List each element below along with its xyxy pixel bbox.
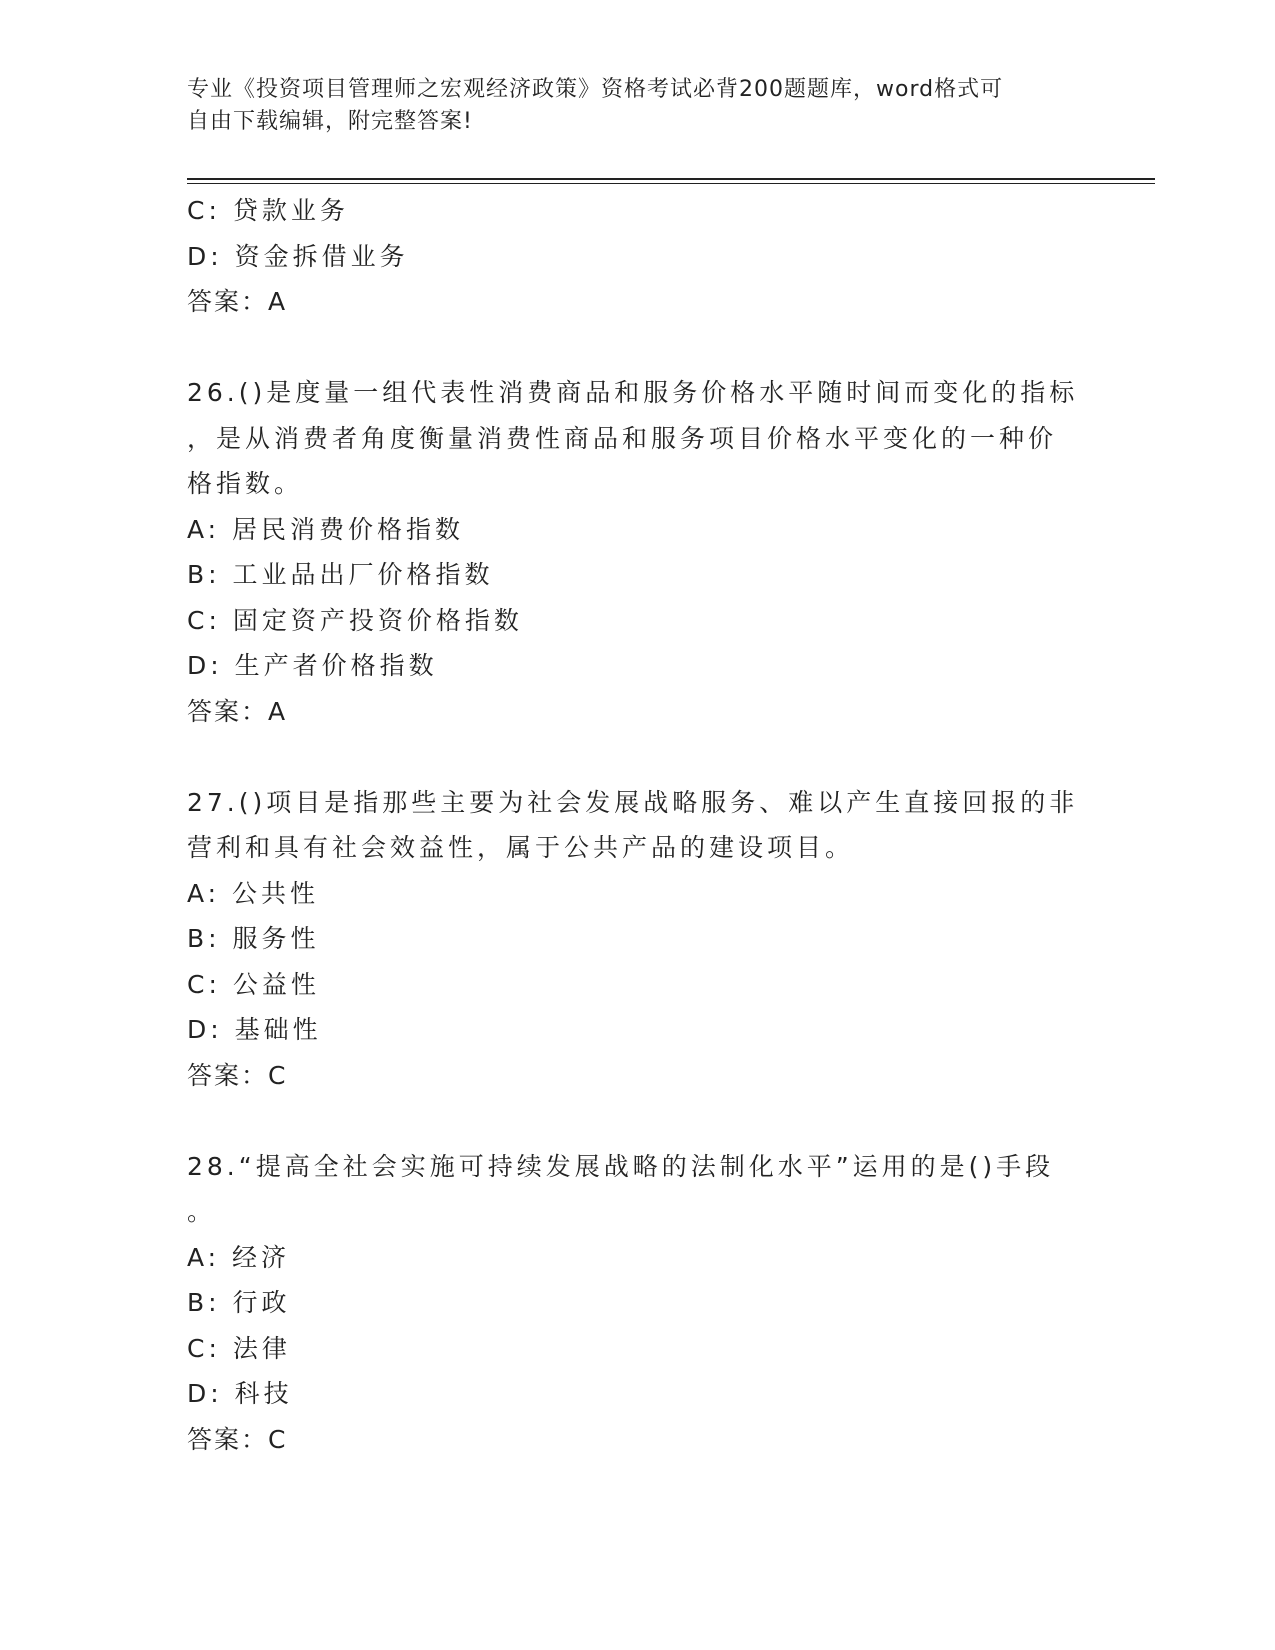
option: A: 经济 — [187, 1242, 291, 1272]
header-line-1: 专业《投资项目管理师之宏观经济政策》资格考试必背200题题库，word格式可 — [187, 77, 1004, 102]
question-stem: 26.()是度量一组代表性消费商品和服务价格水平随时间而变化的指标 — [187, 378, 1079, 407]
option: C: 固定资产投资价格指数 — [187, 605, 523, 635]
question-28 — [187, 1144, 1087, 1463]
question-list — [187, 188, 1087, 1462]
question-stem: 营利和具有社会效益性，属于公共产品的建设项目。 — [187, 833, 855, 862]
answer: 答案：A — [187, 287, 288, 316]
answer: 答案：C — [187, 1060, 288, 1090]
option: D: 资金拆借业务 — [187, 241, 409, 271]
option: D: 科技 — [187, 1379, 293, 1408]
option: A: 居民消费价格指数 — [187, 514, 465, 544]
option: D: 基础性 — [187, 1015, 322, 1044]
option: D: 生产者价格指数 — [187, 651, 438, 680]
question-stem: 27.()项目是指那些主要为社会发展战略服务、难以产生直接回报的非 — [187, 787, 1079, 817]
header-line-2: 自由下载编辑，附完整答案! — [187, 109, 473, 134]
question-prev-tail — [187, 188, 1087, 325]
question-stem: ，是从消费者角度衡量消费性商品和服务项目价格水平变化的一种价 — [187, 423, 1058, 453]
question-stem: 格指数。 — [187, 469, 304, 498]
question-27 — [187, 780, 1087, 1099]
answer: 答案：A — [187, 696, 288, 726]
question-stem: 。 — [187, 1197, 217, 1226]
option: C: 法律 — [187, 1333, 291, 1363]
page-header — [187, 74, 1067, 138]
option: B: 行政 — [187, 1288, 291, 1317]
answer: 答案：C — [187, 1424, 288, 1454]
header-rule — [187, 178, 1155, 184]
question-stem: 28.“提高全社会实施可持续发展战略的法制化水平”运用的是()手段 — [187, 1151, 1055, 1181]
option: B: 工业品出厂价格指数 — [187, 560, 494, 589]
option: A: 公共性 — [187, 878, 320, 908]
option: B: 服务性 — [187, 924, 320, 953]
option: C: 公益性 — [187, 969, 320, 999]
option: C: 贷款业务 — [187, 196, 349, 225]
question-26 — [187, 370, 1087, 734]
